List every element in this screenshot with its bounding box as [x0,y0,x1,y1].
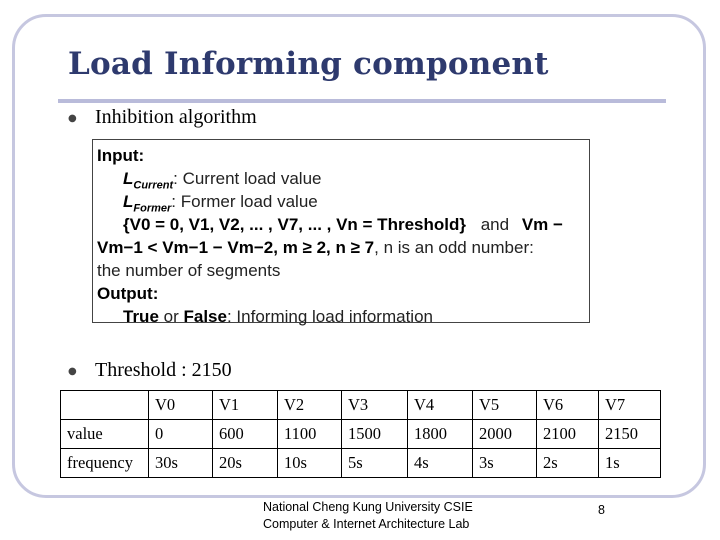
table-cell: 2150 [599,420,661,449]
slide-title: Load Informing component [68,46,549,82]
table-cell: 10s [278,449,342,478]
table-cell: V6 [537,391,599,420]
table-cell: V2 [278,391,342,420]
table-cell: 5s [342,449,408,478]
table-cell: V3 [342,391,408,420]
table-cell: 1100 [278,420,342,449]
table-cell: 2000 [473,420,537,449]
or-word: or [163,307,179,326]
table-cell: 4s [408,449,473,478]
footer-line-2: Computer & Internet Architecture Lab [263,517,470,531]
table-cell: frequency [61,449,149,478]
table-cell: 600 [213,420,278,449]
table-cell: V4 [408,391,473,420]
table-row [61,420,661,449]
table-cell: 30s [149,449,213,478]
lformer-symbol: L [123,192,134,211]
table-cell: 2s [537,449,599,478]
table-cell: 1800 [408,420,473,449]
output-heading: Output: [97,284,159,303]
table-cell: V1 [213,391,278,420]
table-cell: 0 [149,420,213,449]
table-cell [61,391,149,420]
title-underline [58,99,666,103]
table-cell: V7 [599,391,661,420]
algorithm-box [92,139,590,326]
input-heading: Input: [97,146,145,165]
false-word: False [183,307,227,326]
footer-line-1: National Cheng Kung University CSIE [263,500,473,514]
table-header-row [61,391,661,420]
bullet-threshold: Threshold : 2150 [95,359,232,381]
table-cell: 20s [213,449,278,478]
lcurrent-desc: : Current load value [173,169,322,188]
threshold-table [60,390,661,478]
lformer-subscript: Former [133,202,172,215]
table-cell: value [61,420,149,449]
lcurrent-symbol: L [123,169,134,188]
table-cell: 3s [473,449,537,478]
table-cell: V0 [149,391,213,420]
table-cell: 1s [599,449,661,478]
vm-term: Vm − [521,215,563,234]
segments-line: the number of segments [97,261,281,280]
odd-number-text: , n is an odd number: [374,238,534,257]
table-cell: 1500 [342,420,408,449]
table-cell: 2100 [537,420,599,449]
bullet-marker-icon: ● [68,366,77,377]
and-text: and [480,215,510,234]
lcurrent-subscript: Current [133,179,174,192]
page-number: 8 [598,503,605,517]
table-row [61,449,661,478]
bullet-inhibition: Inhibition algorithm [95,106,257,128]
table-cell: V5 [473,391,537,420]
output-desc: : Informing load information [226,307,433,326]
set-definition: {V0 = 0, V1, V2, ... , V7, ... , Vn = Threshold} [123,215,466,234]
true-word: True [123,307,159,326]
bullet-marker-icon: ● [68,113,77,124]
condition-line: Vm−1 < Vm−1 − Vm−2, m ≥ 2, n ≥ 7 [97,238,375,257]
footer [263,499,503,533]
lformer-desc: : Former load value [171,192,318,211]
